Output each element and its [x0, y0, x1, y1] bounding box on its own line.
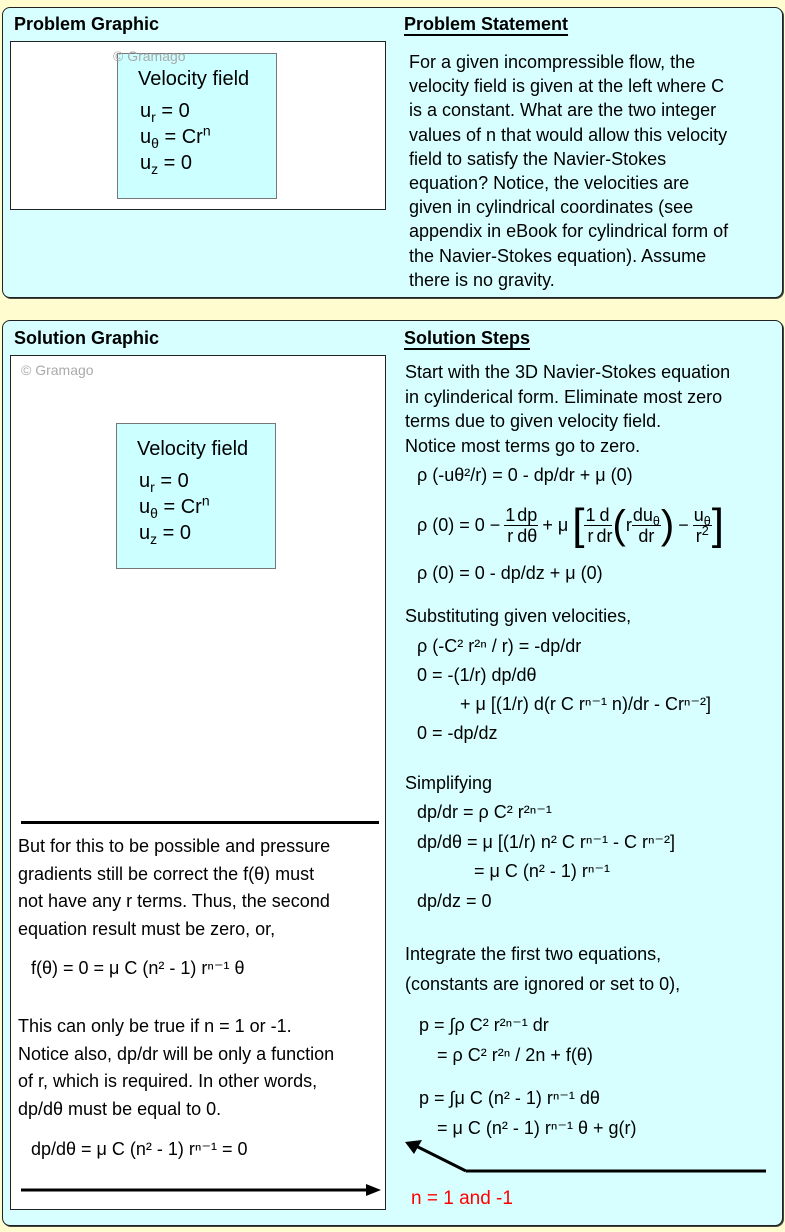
statement-line: equation? Notice, the velocities are: [409, 173, 690, 194]
statement-line: the Navier-Stokes equation). Assume: [409, 245, 707, 266]
velocity-field-title: Velocity field: [137, 438, 249, 460]
integ-eq-4: = μ C (n² - 1) rⁿ⁻¹ θ + g(r): [437, 1118, 637, 1138]
intro-text: [405, 360, 730, 458]
text-line: But for this to be possible and pressure: [18, 836, 331, 856]
watermark: © Gramago: [113, 48, 186, 64]
solution-graphic-frame: [10, 355, 386, 1210]
integrate-heading: [405, 939, 680, 999]
text-line: This can only be true if n = 1 or -1.: [18, 1016, 292, 1036]
statement-line: values of n that would allow this velocity: [409, 124, 728, 145]
text-line: equation result must be zero, or,: [18, 918, 276, 939]
subst-eq-4: 0 = -dp/dz: [417, 723, 498, 743]
simp-eq-3: = μ C (n² - 1) rⁿ⁻¹: [474, 861, 610, 881]
text-line: terms due to given velocity field.: [405, 411, 662, 431]
statement-line: there is no gravity.: [409, 269, 555, 290]
simp-eq-4: dp/dz = 0: [417, 891, 492, 911]
integ-eq-3: p = ∫μ C (n² - 1) rⁿ⁻¹ dθ: [419, 1088, 600, 1108]
text-line: Start with the 3D Navier-Stokes equation: [405, 362, 731, 382]
ns-theta-equation: ρ (0) = 0 − $\frac{1}{r}$ $\frac{dp}{d\theta}$ + μ [ $\frac{1}{r}$ $\frac{d}{dr}$ ( r $\frac{du_\theta}{dr}$ ) − $\frac{u_\theta}{r^2}$ ]: [417, 500, 724, 549]
integ-eq-1: p = ∫ρ C² r²ⁿ⁻¹ dr: [419, 1015, 549, 1035]
ns-r-equation: ρ (-uθ²/r) = 0 - dp/dr + μ (0): [417, 465, 633, 485]
watermark: © Gramago: [21, 362, 94, 378]
f-theta-equation: f(θ) = 0 = μ C (n² - 1) rⁿ⁻¹ θ: [31, 958, 245, 978]
velocity-field-box: [117, 53, 277, 199]
statement-line: is a constant. What are the two integer: [409, 100, 717, 121]
text-line: in cylinderical form. Eliminate most zero: [405, 386, 723, 407]
utheta-line: $u_\theta = Cr^n$: [139, 492, 210, 521]
text-line: Notice also, dp/dr will be only a function: [18, 1043, 335, 1064]
subst-eq-3: + μ [(1/r) d(r C rⁿ⁻¹ n)/dr - Crⁿ⁻²]: [460, 694, 711, 714]
integ-eq-2: = ρ C² r²ⁿ / 2n + f(θ): [437, 1045, 593, 1065]
problem-graphic-frame: [10, 41, 386, 210]
statement-line: field to satisfy the Navier-Stokes: [409, 148, 667, 169]
text-line: Integrate the first two equations,: [405, 944, 662, 964]
text-line: dp/dθ must be equal to 0.: [18, 1098, 222, 1119]
problem-graphic-heading: Problem Graphic: [14, 14, 160, 34]
uz-line: $u_z = 0$: [139, 522, 192, 547]
text-line: Notice most terms go to zero.: [405, 435, 641, 456]
divider-line: [21, 821, 379, 824]
text-line: (constants are ignored or set to 0),: [405, 974, 681, 994]
subst-eq-2: 0 = -(1/r) dp/dθ: [417, 665, 537, 685]
answer-text: n = 1 and -1: [411, 1188, 513, 1209]
problem-statement-text: [409, 50, 728, 292]
dp-dtheta-equation: dp/dθ = μ C (n² - 1) rⁿ⁻¹ = 0: [31, 1139, 248, 1159]
simp-eq-1: dp/dr = ρ C² r²ⁿ⁻¹: [417, 802, 552, 822]
statement-line: For a given incompressible flow, the: [409, 52, 696, 72]
text-line: of r, which is required. In other words,: [18, 1071, 318, 1091]
text-line: not have any r terms. Thus, the second: [18, 891, 330, 911]
statement-line: appendix in eBook for cylindrical form of: [409, 221, 729, 242]
solution-steps-heading: Solution Steps: [404, 328, 530, 348]
substituting-heading: Substituting given velocities,: [405, 606, 632, 626]
simp-eq-2: dp/dθ = μ [(1/r) n² C rⁿ⁻¹ - C rⁿ⁻²]: [417, 832, 676, 852]
explanation-paragraph-1: [18, 833, 330, 943]
ur-line: $u_r = 0$: [140, 100, 190, 125]
velocity-field-box: [116, 423, 276, 569]
statement-line: velocity field is given at the left where C: [409, 76, 725, 97]
solution-graphic-heading: Solution Graphic: [14, 328, 160, 348]
ns-z-equation: ρ (0) = 0 - dp/dz + μ (0): [417, 563, 603, 583]
uz-line: $u_z = 0$: [140, 152, 193, 177]
problem-statement-heading: Problem Statement: [404, 14, 569, 34]
ur-line: $u_r = 0$: [139, 470, 189, 495]
subst-eq-1: ρ (-C² r²ⁿ / r) = -dp/dr: [417, 636, 582, 656]
left-arrow-icon: [400, 1136, 770, 1176]
utheta-line: $u_\theta = Cr^n$: [140, 122, 211, 151]
velocity-field-title: Velocity field: [138, 68, 250, 90]
right-arrow-icon: [21, 1182, 381, 1198]
explanation-paragraph-2: [18, 1013, 334, 1123]
statement-line: given in cylindrical coordinates (see: [409, 197, 694, 218]
text-line: gradients still be correct the f(θ) must: [18, 863, 315, 884]
simplifying-heading: Simplifying: [405, 773, 493, 793]
